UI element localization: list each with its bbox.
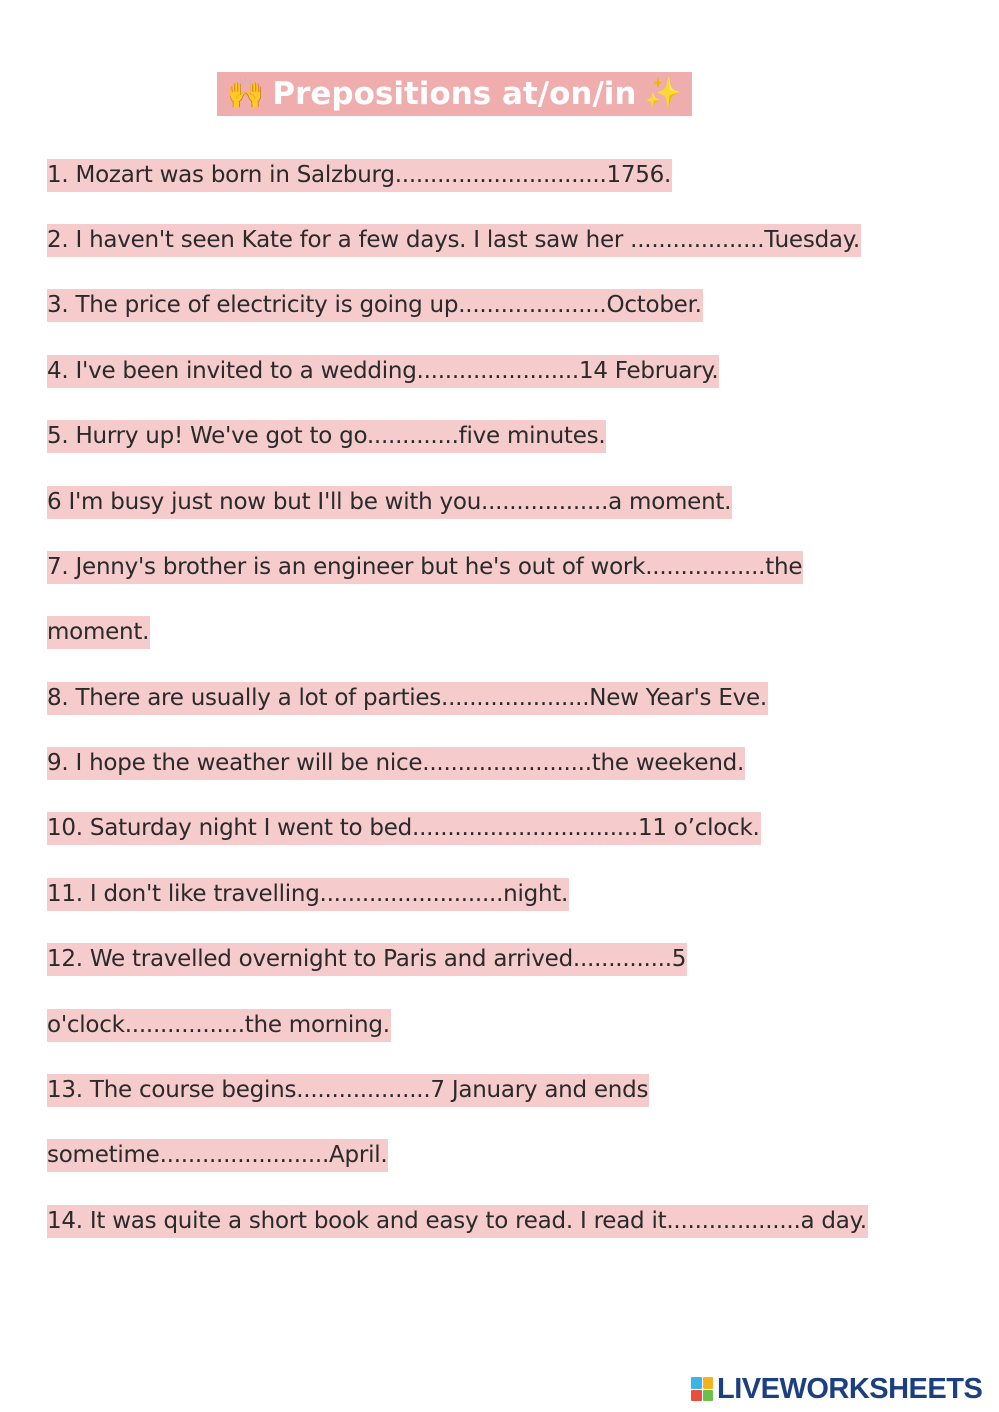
worksheet-title-text: Prepositions at/on/in [272, 76, 637, 112]
exercise-line-4: 4. I've been invited to a wedding.......................14 February. [47, 355, 719, 388]
liveworksheets-logo-icon [691, 1377, 713, 1401]
raised-hands-icon: 🙌 [227, 76, 265, 111]
exercise-line-12: 12. We travelled overnight to Paris and arrived..............5 [47, 943, 687, 976]
exercise-line-2: 2. I haven't seen Kate for a few days. I last saw her ...................Tuesday. [47, 224, 861, 257]
exercise-line-6: 6 I'm busy just now but I'll be with you..................a moment. [47, 486, 732, 519]
logo-square-yellow [703, 1377, 714, 1389]
exercise-line-13-continued: sometime........................April. [47, 1139, 388, 1172]
exercise-line-7-continued: moment. [47, 616, 150, 649]
liveworksheets-logo [691, 1374, 982, 1404]
worksheet-title [217, 72, 692, 116]
exercise-line-9: 9. I hope the weather will be nice........................the weekend. [47, 747, 745, 780]
exercise-line-3: 3. The price of electricity is going up.....................October. [47, 289, 703, 322]
exercise-line-13: 13. The course begins...................7 January and ends [47, 1074, 649, 1107]
exercise-line-5: 5. Hurry up! We've got to go.............five minutes. [47, 420, 606, 453]
logo-square-green [703, 1390, 714, 1402]
logo-square-red [691, 1390, 702, 1402]
exercise-line-11: 11. I don't like travelling..........................night. [47, 878, 569, 911]
exercise-line-1: 1. Mozart was born in Salzburg..............................1756. [47, 159, 672, 192]
exercise-line-12-continued: o'clock.................the morning. [47, 1009, 391, 1042]
exercise-line-10: 10. Saturday night I went to bed................................11 o’clock. [47, 812, 761, 845]
sparkles-icon: ✨ [644, 76, 682, 111]
logo-square-blue [691, 1377, 702, 1389]
exercise-line-8: 8. There are usually a lot of parties.....................New Year's Eve. [47, 682, 768, 715]
exercise-line-7: 7. Jenny's brother is an engineer but he's out of work.................the [47, 551, 803, 584]
liveworksheets-logo-text: LIVEWORKSHEETS [717, 1373, 983, 1405]
exercise-line-14: 14. It was quite a short book and easy to read. I read it...................a day. [47, 1205, 868, 1238]
